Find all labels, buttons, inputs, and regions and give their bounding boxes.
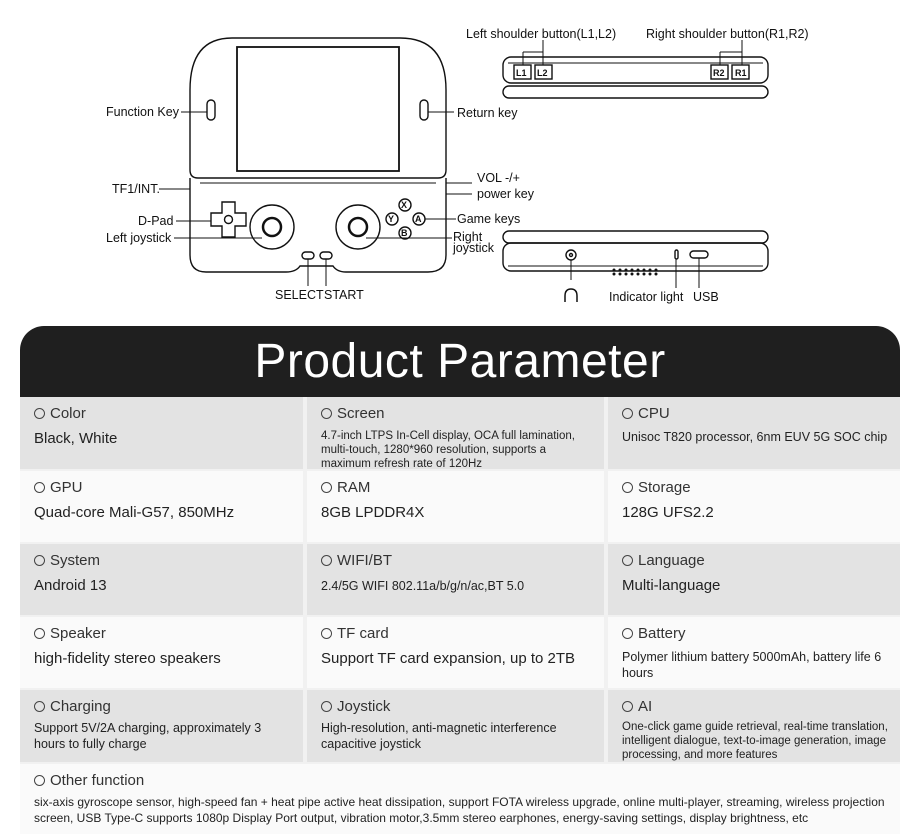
param-label: Charging (50, 697, 111, 715)
l1-label: L1 (516, 68, 527, 78)
bullet-circle-icon (34, 775, 45, 786)
indicator-light (675, 250, 678, 259)
param-value: high-fidelity stereo speakers (34, 650, 221, 667)
tf1-int-label: TF1/INT. (112, 182, 160, 196)
param-label: Color (50, 404, 86, 422)
bullet-circle-icon (622, 555, 633, 566)
param-value: Unisoc T820 processor, 6nm EUV 5G SOC chip (622, 430, 888, 444)
right-joystick-ring (336, 205, 380, 249)
param-label: Storage (638, 478, 691, 496)
param-joystick (307, 690, 604, 762)
headphone-jack (566, 250, 576, 260)
bullet-circle-icon (34, 628, 45, 639)
bullet-circle-icon (622, 701, 633, 712)
bullet-circle-icon (34, 408, 45, 419)
param-language (608, 544, 900, 615)
bottom-view-body (503, 243, 768, 271)
param-label: AI (638, 697, 653, 715)
param-value: Quad-core Mali-G57, 850MHz (34, 504, 235, 521)
function-key-label: Function Key (106, 105, 179, 119)
param-charging (20, 690, 303, 762)
headphone-icon (565, 289, 577, 302)
vol-label: VOL -/+ (477, 171, 520, 185)
param-value: 8GB LPDDR4X (321, 504, 425, 521)
param-value: six-axis gyroscope sensor, high-speed fan + heat pipe active heat dissipation, support FOTA wireless upgrade, online multi-player, streaming, wireless projection screen, USB Type-C supports 1080p Display Port output, vibration motor,3.5mm stereo earphones, energy-saving settings, display brightness, etc (34, 795, 885, 825)
param-screen (307, 397, 604, 469)
power-key-label: power key (477, 187, 534, 201)
bullet-circle-icon (321, 701, 332, 712)
param-label: CPU (638, 404, 670, 422)
usb-port (690, 251, 708, 258)
device-line-drawing (0, 0, 920, 320)
param-value: Multi-language (622, 577, 721, 594)
select-button (302, 252, 314, 259)
param-label: TF card (337, 624, 389, 642)
param-label: Joystick (337, 697, 391, 715)
param-label: Other function (50, 771, 145, 789)
bullet-circle-icon (34, 482, 45, 493)
left-joystick-label: Left joystick (106, 231, 172, 245)
start-label: START (324, 288, 364, 302)
left-shoulder-label: Left shoulder button(L1,L2) (466, 27, 617, 41)
param-battery (608, 617, 900, 688)
r1-label: R1 (735, 68, 747, 78)
bullet-circle-icon (321, 408, 332, 419)
param-label: Battery (638, 624, 686, 642)
start-button (320, 252, 332, 259)
bullet-circle-icon (622, 482, 633, 493)
l2-label: L2 (537, 68, 548, 78)
param-value: Black, White (34, 430, 118, 447)
param-label: System (50, 551, 101, 569)
right-shoulder-label: Right shoulder button(R1,R2) (646, 27, 809, 41)
param-label: Screen (337, 404, 385, 422)
param-label: Speaker (50, 624, 106, 642)
product-parameter-panel (20, 326, 900, 834)
param-value: 2.4/5G WIFI 802.11a/b/g/n/ac,BT 5.0 (321, 579, 525, 593)
function-key (207, 100, 215, 120)
right-joystick-label-1: Right (453, 230, 483, 244)
bullet-circle-icon (622, 628, 633, 639)
param-tf-card (307, 617, 604, 688)
r2-label: R2 (713, 68, 725, 78)
param-value: Support 5V/2A charging, approximately 3 hours to fully charge (34, 721, 262, 751)
panel-title: Product Parameter (20, 326, 900, 397)
device-top-body (190, 38, 446, 178)
right-joystick-label-2: joystick (453, 241, 494, 255)
b-button-label: B (401, 228, 408, 238)
device-diagram (0, 0, 920, 320)
param-storage (608, 471, 900, 542)
bullet-circle-icon (34, 555, 45, 566)
a-button-label: A (415, 214, 422, 224)
right-joystick-cap (349, 218, 367, 236)
param-gpu (20, 471, 303, 542)
y-button-label: Y (388, 214, 395, 224)
game-keys-label: Game keys (457, 212, 521, 226)
left-joystick-ring (250, 205, 294, 249)
dpad-label: D-Pad (138, 214, 174, 228)
usb-label: USB (693, 290, 719, 304)
param-speaker (20, 617, 303, 688)
param-ram (307, 471, 604, 542)
param-value: One-click game guide retrieval, real-time translation, intelligent dialogue, text-to-image generation, image processing, and more features (622, 721, 888, 761)
param-value: Support TF card expansion, up to 2TB (321, 650, 576, 667)
param-value: Android 13 (34, 577, 107, 594)
param-value: High-resolution, anti-magnetic interference capacitive joystick (321, 721, 557, 751)
param-ai (608, 690, 900, 762)
param-wifi-bt (307, 544, 604, 615)
return-key (420, 100, 428, 120)
param-label: GPU (50, 478, 83, 496)
bullet-circle-icon (34, 701, 45, 712)
bullet-circle-icon (321, 628, 332, 639)
param-value: 128G UFS2.2 (622, 504, 714, 521)
speaker-grille (611, 268, 661, 276)
param-value: Polymer lithium battery 5000mAh, battery life 6 hours (622, 650, 882, 680)
param-cpu (608, 397, 900, 469)
bullet-circle-icon (321, 555, 332, 566)
x-button-label: X (401, 200, 408, 210)
left-joystick-cap (263, 218, 281, 236)
bullet-circle-icon (622, 408, 633, 419)
select-label: SELECT (275, 288, 324, 302)
param-label: RAM (337, 478, 371, 496)
param-color (20, 397, 303, 469)
device-screen (237, 47, 399, 171)
return-key-label: Return key (457, 106, 518, 120)
device-bottom-body (190, 178, 446, 272)
indicator-light-label: Indicator light (609, 290, 684, 304)
dpad (211, 202, 246, 237)
param-label: WIFI/BT (337, 551, 392, 569)
param-value: 4.7-inch LTPS In-Cell display, OCA full lamination, multi-touch, 1280*960 resolution, supports a maximum refresh rate of 120Hz (321, 430, 575, 470)
bullet-circle-icon (321, 482, 332, 493)
param-system (20, 544, 303, 615)
param-label: Language (638, 551, 705, 569)
param-other-function (20, 764, 900, 834)
